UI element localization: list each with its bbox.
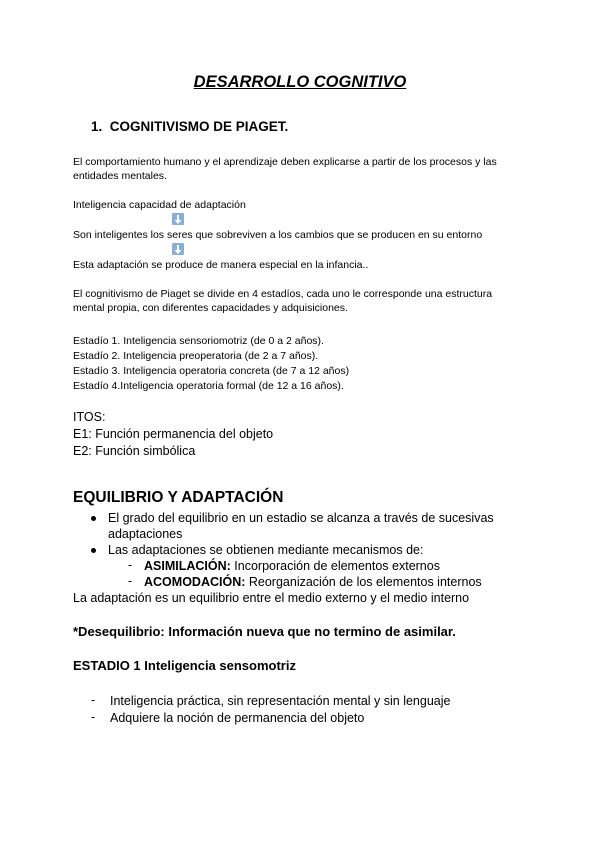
itos-item: E1: Función permanencia del objeto bbox=[73, 427, 274, 441]
sub-item-desc: Incorporación de elementos externos bbox=[230, 559, 440, 573]
stage-item: Estadío 2. Inteligencia preoperatoria (de 2 a 7 años). bbox=[73, 350, 319, 362]
itos-item: E2: Función simbólica bbox=[73, 444, 196, 458]
stage-item: Estadío 3. Inteligencia operatoria concreta (de 7 a 12 años) bbox=[73, 365, 350, 377]
estadio1-item: Inteligencia práctica, sin representación mental y sin lenguaje bbox=[110, 694, 451, 708]
estadio1-heading: ESTADIO 1 Inteligencia sensomotriz bbox=[73, 658, 296, 673]
down-arrow-icon bbox=[172, 243, 184, 255]
bullet-icon bbox=[91, 548, 96, 553]
equilibrio-heading: EQUILIBRIO Y ADAPTACIÓN bbox=[73, 489, 284, 506]
sub-item-term: ASIMILACIÓN: bbox=[144, 559, 231, 573]
stages-intro-line-1: El cognitivismo de Piaget se divide en 4 estadíos, cada uno le corresponde una estructura bbox=[73, 288, 493, 300]
sub-item-term: ACOMODACIÓN: bbox=[144, 575, 246, 589]
chain-item-2: Son inteligentes los seres que sobreviven a los cambios que se producen en su entorno bbox=[73, 229, 483, 241]
sub-item-acomodacion bbox=[144, 574, 482, 590]
stage-item: Estadío 4.Inteligencia operatoria formal (de 12 a 16 años). bbox=[73, 380, 344, 392]
intro-line-2: entidades mentales. bbox=[73, 170, 167, 182]
sub-item-asimilacion bbox=[144, 558, 440, 574]
stages-intro-line-2: mental propia, con diferentes capacidades y adquisiciones. bbox=[73, 302, 348, 314]
intro-line-1: El comportamiento humano y el aprendizaje deben explicarse a partir de los procesos y las bbox=[73, 156, 497, 168]
estadio1-item: Adquiere la noción de permanencia del objeto bbox=[110, 711, 365, 725]
dash-marker: - bbox=[128, 574, 133, 588]
bullet-line-1: El grado del equilibrio en un estadio se alcanza a través de sucesivas bbox=[108, 511, 494, 525]
chain-item-1: Inteligencia capacidad de adaptación bbox=[73, 199, 246, 211]
bullet-icon bbox=[91, 516, 96, 521]
section-number: 1. bbox=[91, 119, 103, 134]
page-title: DESARROLLO COGNITIVO bbox=[193, 73, 407, 91]
section-heading bbox=[91, 119, 288, 134]
bullet-2: Las adaptaciones se obtienen mediante mecanismos de: bbox=[108, 543, 424, 557]
dash-marker: - bbox=[91, 693, 96, 707]
stage-item: Estadío 1. Inteligencia sensoriomotriz (de 0 a 2 años). bbox=[73, 335, 324, 347]
sub-item-desc: Reorganización de los elementos internos bbox=[245, 575, 482, 589]
section-title: COGNITIVISMO DE PIAGET. bbox=[109, 119, 289, 134]
itos-heading: ITOS: bbox=[73, 410, 106, 424]
down-arrow-icon bbox=[172, 213, 184, 225]
chain-item-3: Esta adaptación se produce de manera especial en la infancia.. bbox=[73, 259, 369, 271]
desequilibrio-note: *Desequilibrio: Información nueva que no termino de asimilar. bbox=[73, 624, 456, 639]
bullet-line-2: adaptaciones bbox=[108, 527, 183, 541]
dash-marker: - bbox=[91, 710, 96, 724]
dash-marker: - bbox=[128, 558, 133, 572]
equilibrio-conclusion: La adaptación es un equilibrio entre el medio externo y el medio interno bbox=[73, 591, 470, 605]
